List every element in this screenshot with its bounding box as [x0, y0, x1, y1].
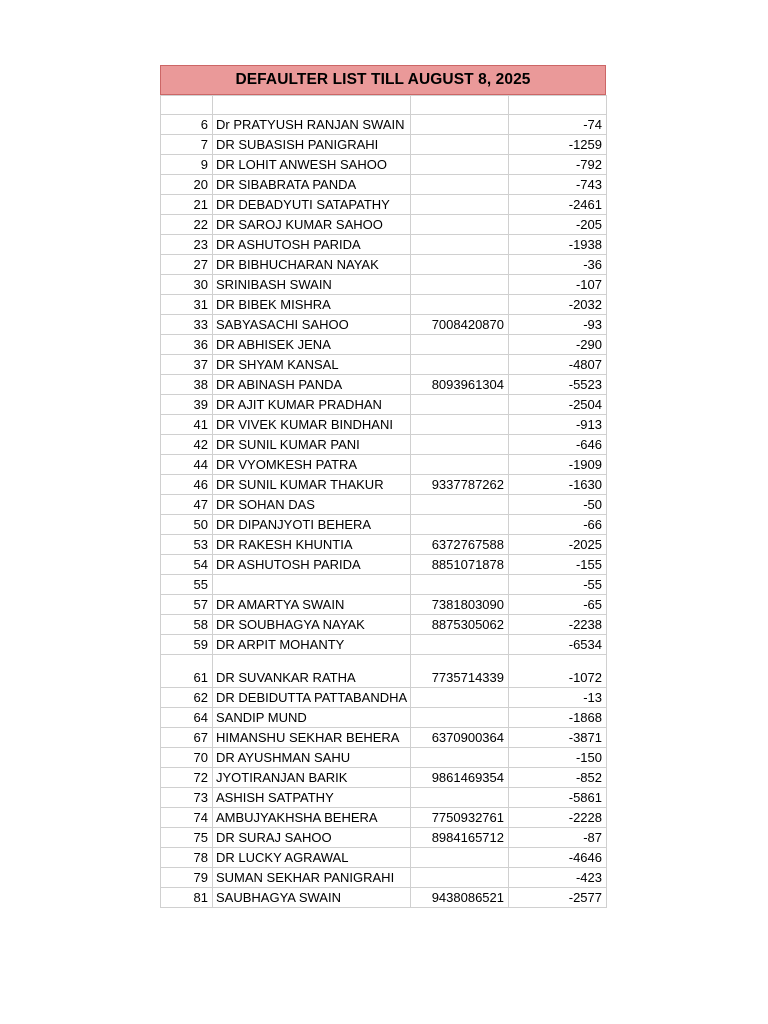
table-row: [161, 748, 607, 768]
member-number-cell: 21: [161, 195, 213, 215]
member-number-cell: 81: [161, 888, 213, 908]
table-row: [161, 195, 607, 215]
table-row: [161, 688, 607, 708]
member-number-cell: 6: [161, 115, 213, 135]
table-row: [161, 615, 607, 635]
table-row: [161, 495, 607, 515]
member-name-cell: JYOTIRANJAN BARIK: [213, 768, 411, 788]
table-row: [161, 175, 607, 195]
phone-number-cell: 6372767588: [411, 535, 509, 555]
due-amount-cell: -150: [509, 748, 607, 768]
member-name-cell: SABYASACHI SAHOO: [213, 315, 411, 335]
table-row: [161, 515, 607, 535]
blank-cell: [213, 96, 411, 115]
due-amount-cell: -423: [509, 868, 607, 888]
member-number-cell: 33: [161, 315, 213, 335]
phone-number-cell: 8851071878: [411, 555, 509, 575]
member-number-cell: 61: [161, 655, 213, 688]
due-amount-cell: -1938: [509, 235, 607, 255]
member-number-cell: 46: [161, 475, 213, 495]
table-row: [161, 788, 607, 808]
sheet-title: DEFAULTER LIST TILL AUGUST 8, 2025: [160, 65, 606, 95]
member-name-cell: DR SOHAN DAS: [213, 495, 411, 515]
phone-number-cell: [411, 115, 509, 135]
due-amount-cell: -1630: [509, 475, 607, 495]
member-number-cell: 44: [161, 455, 213, 475]
member-name-cell: DR ASHUTOSH PARIDA: [213, 235, 411, 255]
phone-number-cell: [411, 708, 509, 728]
due-amount-cell: -66: [509, 515, 607, 535]
blank-cell: [509, 96, 607, 115]
due-amount-cell: -743: [509, 175, 607, 195]
due-amount-cell: -93: [509, 315, 607, 335]
member-number-cell: 74: [161, 808, 213, 828]
member-name-cell: SUMAN SEKHAR PANIGRAHI: [213, 868, 411, 888]
due-amount-cell: -107: [509, 275, 607, 295]
phone-number-cell: [411, 395, 509, 415]
blank-cell: [411, 96, 509, 115]
member-number-cell: 23: [161, 235, 213, 255]
phone-number-cell: 8875305062: [411, 615, 509, 635]
defaulter-sheet: [160, 65, 606, 908]
phone-number-cell: [411, 495, 509, 515]
due-amount-cell: -205: [509, 215, 607, 235]
blank-row: [161, 96, 607, 115]
table-row: [161, 888, 607, 908]
table-row: [161, 235, 607, 255]
member-number-cell: 31: [161, 295, 213, 315]
defaulter-table: [160, 95, 607, 908]
member-name-cell: SAUBHAGYA SWAIN: [213, 888, 411, 908]
member-name-cell: DR SAROJ KUMAR SAHOO: [213, 215, 411, 235]
member-name-cell: DR RAKESH KHUNTIA: [213, 535, 411, 555]
due-amount-cell: -65: [509, 595, 607, 615]
phone-number-cell: [411, 868, 509, 888]
table-row: [161, 115, 607, 135]
phone-number-cell: [411, 415, 509, 435]
due-amount-cell: -6534: [509, 635, 607, 655]
due-amount-cell: -646: [509, 435, 607, 455]
table-row: [161, 868, 607, 888]
member-name-cell: DR AJIT KUMAR PRADHAN: [213, 395, 411, 415]
member-name-cell: Dr PRATYUSH RANJAN SWAIN: [213, 115, 411, 135]
due-amount-cell: -792: [509, 155, 607, 175]
phone-number-cell: 7750932761: [411, 808, 509, 828]
due-amount-cell: -1259: [509, 135, 607, 155]
due-amount-cell: -2577: [509, 888, 607, 908]
phone-number-cell: [411, 155, 509, 175]
phone-number-cell: 7735714339: [411, 655, 509, 688]
due-amount-cell: -1868: [509, 708, 607, 728]
member-number-cell: 39: [161, 395, 213, 415]
phone-number-cell: [411, 135, 509, 155]
phone-number-cell: [411, 515, 509, 535]
due-amount-cell: -852: [509, 768, 607, 788]
phone-number-cell: [411, 235, 509, 255]
table-row: [161, 415, 607, 435]
table-row: [161, 275, 607, 295]
member-name-cell: DR SUBASISH PANIGRAHI: [213, 135, 411, 155]
due-amount-cell: -155: [509, 555, 607, 575]
member-number-cell: 47: [161, 495, 213, 515]
table-row: [161, 155, 607, 175]
member-name-cell: DR VIVEK KUMAR BINDHANI: [213, 415, 411, 435]
member-name-cell: DR SIBABRATA PANDA: [213, 175, 411, 195]
member-number-cell: 22: [161, 215, 213, 235]
member-number-cell: 50: [161, 515, 213, 535]
phone-number-cell: [411, 335, 509, 355]
member-number-cell: 79: [161, 868, 213, 888]
member-name-cell: HIMANSHU SEKHAR BEHERA: [213, 728, 411, 748]
due-amount-cell: -2461: [509, 195, 607, 215]
table-row: [161, 215, 607, 235]
member-name-cell: DR SUNIL KUMAR THAKUR: [213, 475, 411, 495]
member-name-cell: DR DIPANJYOTI BEHERA: [213, 515, 411, 535]
member-number-cell: 54: [161, 555, 213, 575]
due-amount-cell: -1072: [509, 655, 607, 688]
phone-number-cell: [411, 255, 509, 275]
phone-number-cell: [411, 215, 509, 235]
member-name-cell: DR LUCKY AGRAWAL: [213, 848, 411, 868]
table-row: [161, 708, 607, 728]
member-number-cell: 78: [161, 848, 213, 868]
due-amount-cell: -4646: [509, 848, 607, 868]
member-number-cell: 9: [161, 155, 213, 175]
phone-number-cell: 7381803090: [411, 595, 509, 615]
member-number-cell: 30: [161, 275, 213, 295]
phone-number-cell: [411, 788, 509, 808]
member-number-cell: 20: [161, 175, 213, 195]
phone-number-cell: 7008420870: [411, 315, 509, 335]
member-name-cell: DR ARPIT MOHANTY: [213, 635, 411, 655]
member-name-cell: DR SHYAM KANSAL: [213, 355, 411, 375]
defaulter-table-body: [161, 96, 607, 908]
due-amount-cell: -290: [509, 335, 607, 355]
table-row: [161, 355, 607, 375]
member-name-cell: DR DEBIDUTTA PATTABANDHA: [213, 688, 411, 708]
member-number-cell: 64: [161, 708, 213, 728]
table-row: [161, 575, 607, 595]
table-row: [161, 595, 607, 615]
member-number-cell: 38: [161, 375, 213, 395]
due-amount-cell: -4807: [509, 355, 607, 375]
member-name-cell: DR BIBHUCHARAN NAYAK: [213, 255, 411, 275]
phone-number-cell: [411, 435, 509, 455]
phone-number-cell: 8984165712: [411, 828, 509, 848]
table-row: [161, 655, 607, 688]
phone-number-cell: [411, 295, 509, 315]
member-number-cell: 42: [161, 435, 213, 455]
table-row: [161, 455, 607, 475]
member-name-cell: DR VYOMKESH PATRA: [213, 455, 411, 475]
due-amount-cell: -74: [509, 115, 607, 135]
table-row: [161, 435, 607, 455]
member-name-cell: DR ABHISEK JENA: [213, 335, 411, 355]
due-amount-cell: -87: [509, 828, 607, 848]
member-number-cell: 59: [161, 635, 213, 655]
phone-number-cell: 9337787262: [411, 475, 509, 495]
due-amount-cell: -36: [509, 255, 607, 275]
phone-number-cell: [411, 635, 509, 655]
member-name-cell: DR BIBEK MISHRA: [213, 295, 411, 315]
member-name-cell: [213, 575, 411, 595]
member-name-cell: DR AYUSHMAN SAHU: [213, 748, 411, 768]
member-number-cell: 72: [161, 768, 213, 788]
table-row: [161, 848, 607, 868]
phone-number-cell: 9861469354: [411, 768, 509, 788]
due-amount-cell: -3871: [509, 728, 607, 748]
member-number-cell: 53: [161, 535, 213, 555]
table-row: [161, 375, 607, 395]
table-row: [161, 535, 607, 555]
member-name-cell: DR ABINASH PANDA: [213, 375, 411, 395]
member-number-cell: 70: [161, 748, 213, 768]
member-name-cell: DR AMARTYA SWAIN: [213, 595, 411, 615]
due-amount-cell: -13: [509, 688, 607, 708]
table-row: [161, 828, 607, 848]
member-name-cell: DR DEBADYUTI SATAPATHY: [213, 195, 411, 215]
table-row: [161, 135, 607, 155]
member-name-cell: DR SUVANKAR RATHA: [213, 655, 411, 688]
member-name-cell: SANDIP MUND: [213, 708, 411, 728]
member-number-cell: 62: [161, 688, 213, 708]
phone-number-cell: [411, 195, 509, 215]
member-number-cell: 36: [161, 335, 213, 355]
phone-number-cell: 9438086521: [411, 888, 509, 908]
member-number-cell: 75: [161, 828, 213, 848]
member-number-cell: 41: [161, 415, 213, 435]
due-amount-cell: -5523: [509, 375, 607, 395]
member-name-cell: DR ASHUTOSH PARIDA: [213, 555, 411, 575]
member-name-cell: DR SOUBHAGYA NAYAK: [213, 615, 411, 635]
table-row: [161, 728, 607, 748]
member-number-cell: 7: [161, 135, 213, 155]
phone-number-cell: 6370900364: [411, 728, 509, 748]
member-number-cell: 73: [161, 788, 213, 808]
table-row: [161, 635, 607, 655]
phone-number-cell: [411, 355, 509, 375]
table-row: [161, 255, 607, 275]
due-amount-cell: -5861: [509, 788, 607, 808]
member-name-cell: DR LOHIT ANWESH SAHOO: [213, 155, 411, 175]
member-number-cell: 67: [161, 728, 213, 748]
phone-number-cell: [411, 688, 509, 708]
due-amount-cell: -2504: [509, 395, 607, 415]
table-row: [161, 475, 607, 495]
member-name-cell: DR SUNIL KUMAR PANI: [213, 435, 411, 455]
member-name-cell: SRINIBASH SWAIN: [213, 275, 411, 295]
due-amount-cell: -2032: [509, 295, 607, 315]
due-amount-cell: -1909: [509, 455, 607, 475]
member-name-cell: ASHISH SATPATHY: [213, 788, 411, 808]
member-name-cell: DR SURAJ SAHOO: [213, 828, 411, 848]
phone-number-cell: 8093961304: [411, 375, 509, 395]
table-row: [161, 768, 607, 788]
member-number-cell: 37: [161, 355, 213, 375]
phone-number-cell: [411, 455, 509, 475]
phone-number-cell: [411, 275, 509, 295]
table-row: [161, 335, 607, 355]
table-row: [161, 555, 607, 575]
due-amount-cell: -50: [509, 495, 607, 515]
table-row: [161, 808, 607, 828]
table-row: [161, 315, 607, 335]
phone-number-cell: [411, 575, 509, 595]
phone-number-cell: [411, 748, 509, 768]
member-number-cell: 27: [161, 255, 213, 275]
due-amount-cell: -2025: [509, 535, 607, 555]
due-amount-cell: -55: [509, 575, 607, 595]
due-amount-cell: -2238: [509, 615, 607, 635]
member-name-cell: AMBUJYAKHSHA BEHERA: [213, 808, 411, 828]
member-number-cell: 57: [161, 595, 213, 615]
member-number-cell: 58: [161, 615, 213, 635]
table-row: [161, 295, 607, 315]
table-row: [161, 395, 607, 415]
phone-number-cell: [411, 175, 509, 195]
member-number-cell: 55: [161, 575, 213, 595]
due-amount-cell: -2228: [509, 808, 607, 828]
due-amount-cell: -913: [509, 415, 607, 435]
phone-number-cell: [411, 848, 509, 868]
blank-cell: [161, 96, 213, 115]
